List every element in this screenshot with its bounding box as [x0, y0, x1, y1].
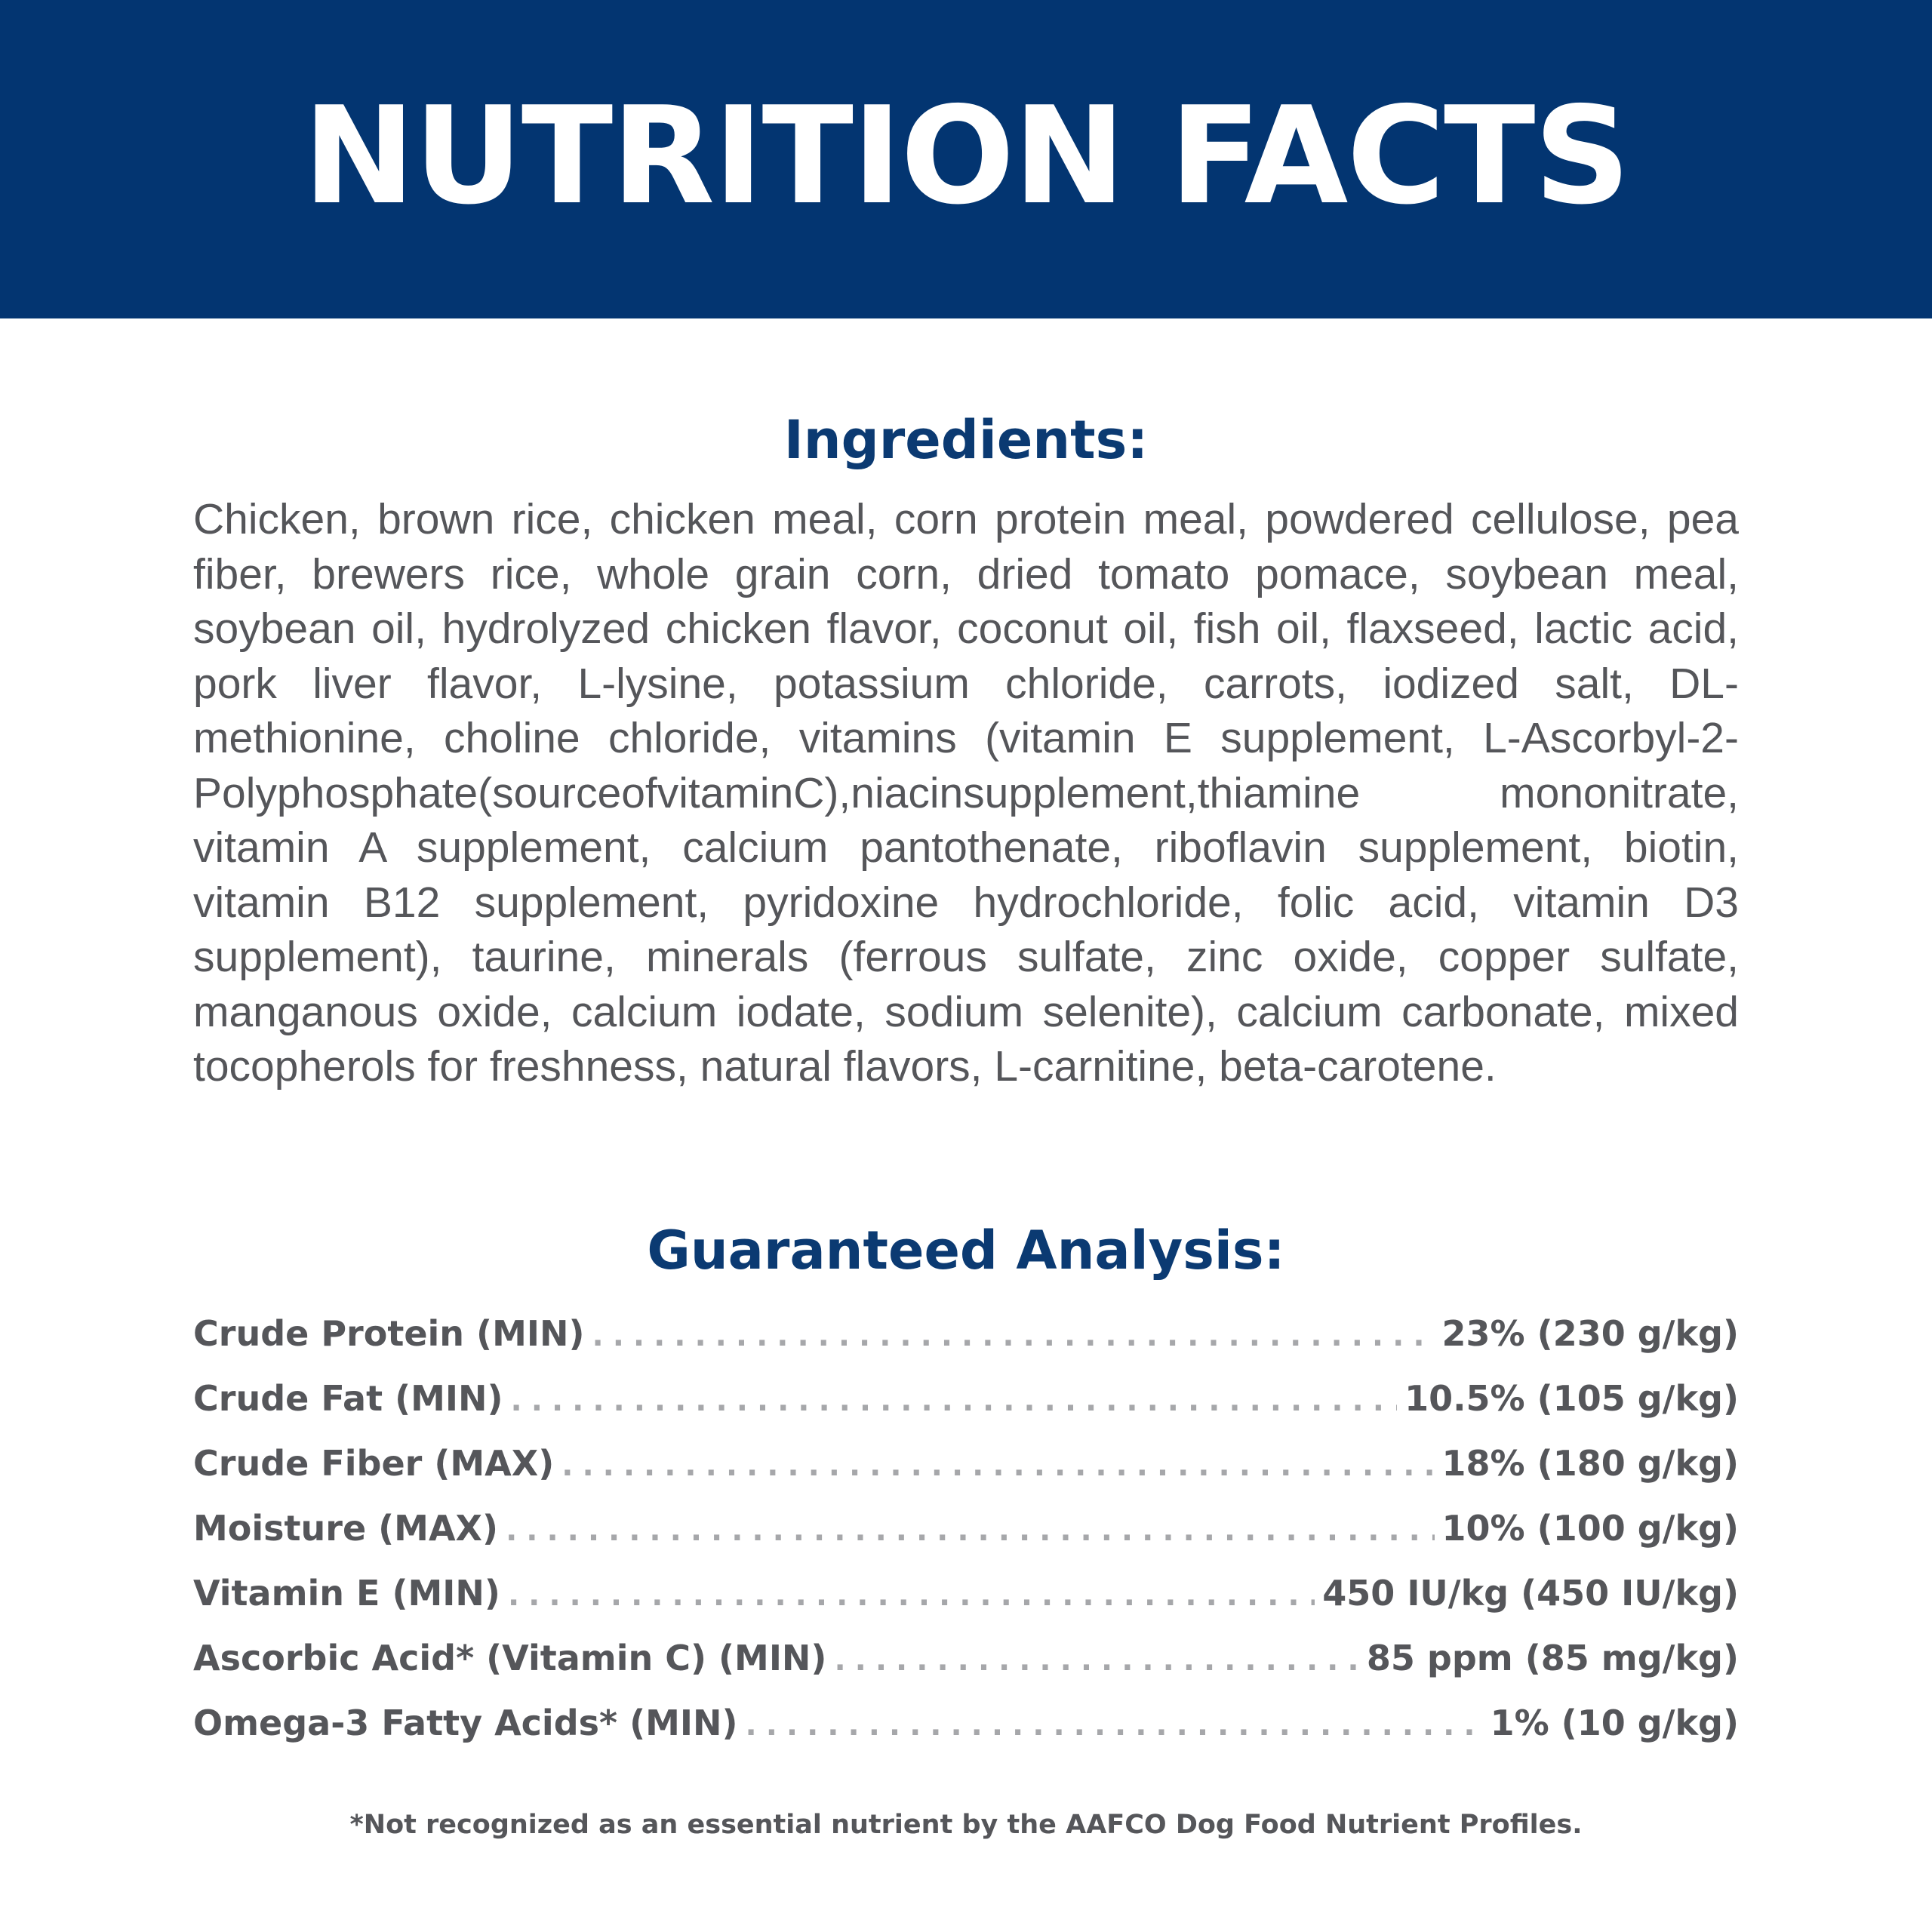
dot-leader [508, 1578, 1315, 1613]
analysis-value: 18% (180 g/kg) [1441, 1443, 1739, 1484]
analysis-row-moisture [193, 1508, 1739, 1573]
analysis-row-crude-fat [193, 1378, 1739, 1443]
analysis-label: Omega-3 Fatty Acids* (MIN) [193, 1703, 738, 1743]
analysis-row-vitamin-e [193, 1573, 1739, 1638]
header-banner [0, 0, 1932, 318]
analysis-value: 450 IU/kg (450 IU/kg) [1322, 1573, 1739, 1614]
analysis-label: Moisture (MAX) [193, 1508, 499, 1549]
analysis-label: Ascorbic Acid* (Vitamin C) (MIN) [193, 1638, 827, 1678]
analysis-value: 10.5% (105 g/kg) [1404, 1378, 1739, 1419]
analysis-label: Crude Fiber (MAX) [193, 1443, 555, 1484]
analysis-label: Crude Protein (MIN) [193, 1313, 585, 1354]
analysis-value: 85 ppm (85 mg/kg) [1366, 1638, 1739, 1678]
analysis-value: 23% (230 g/kg) [1441, 1313, 1739, 1354]
footnote: *Not recognized as an essential nutrient by the AAFCO Dog Food Nutrient Profiles. [349, 1810, 1583, 1840]
ingredients-text: Chicken, brown rice, chicken meal, corn protein meal, powdered cellulose, pea fiber, brewers rice, whole grain corn, dried tomato pomace, soybean meal, soybean oil, hydrolyzed chicken flavor, coconut oil, fish oil, flaxseed, lactic acid, pork liver flavor, L-lysine, potassium chloride, carrots, iodized salt, DL-methionine, choline chloride, vitamins (vitamin E supplement, L-Ascorbyl-2-Polyphosphate(sourceofvitaminC),niacinsupplement,thiamine mononitrate, vitamin A supplement, calcium pantothenate, riboflavin supplement, biotin, vitamin B12 supplement, pyridoxine hydrochloride, folic acid, vitamin D3 supplement), taurine, minerals (ferrous sulfate, zinc oxide, copper sulfate, manganous oxide, calcium iodate, sodium selenite), calcium carbonate, mixed tocopherols for freshness, natural flavors, L-carnitine, beta-carotene. [193, 495, 1739, 1091]
analysis-value: 1% (10 g/kg) [1490, 1703, 1739, 1743]
analysis-row-crude-protein [193, 1313, 1739, 1378]
page-title: NUTRITION FACTS [303, 78, 1629, 234]
analysis-label: Vitamin E (MIN) [193, 1573, 500, 1614]
dot-leader [746, 1708, 1483, 1743]
analysis-row-omega-3 [193, 1703, 1739, 1767]
ingredients-heading: Ingredients: [783, 409, 1149, 471]
dot-leader [834, 1643, 1358, 1678]
guaranteed-analysis-heading: Guaranteed Analysis: [647, 1220, 1285, 1281]
analysis-row-ascorbic-acid [193, 1638, 1739, 1703]
guaranteed-analysis-list [193, 1313, 1739, 1767]
analysis-row-crude-fiber [193, 1443, 1739, 1508]
dot-leader [561, 1448, 1434, 1483]
dot-leader [506, 1513, 1434, 1548]
analysis-label: Crude Fat (MIN) [193, 1378, 503, 1419]
analysis-value: 10% (100 g/kg) [1441, 1508, 1739, 1549]
dot-leader [511, 1383, 1398, 1418]
dot-leader [592, 1318, 1435, 1353]
